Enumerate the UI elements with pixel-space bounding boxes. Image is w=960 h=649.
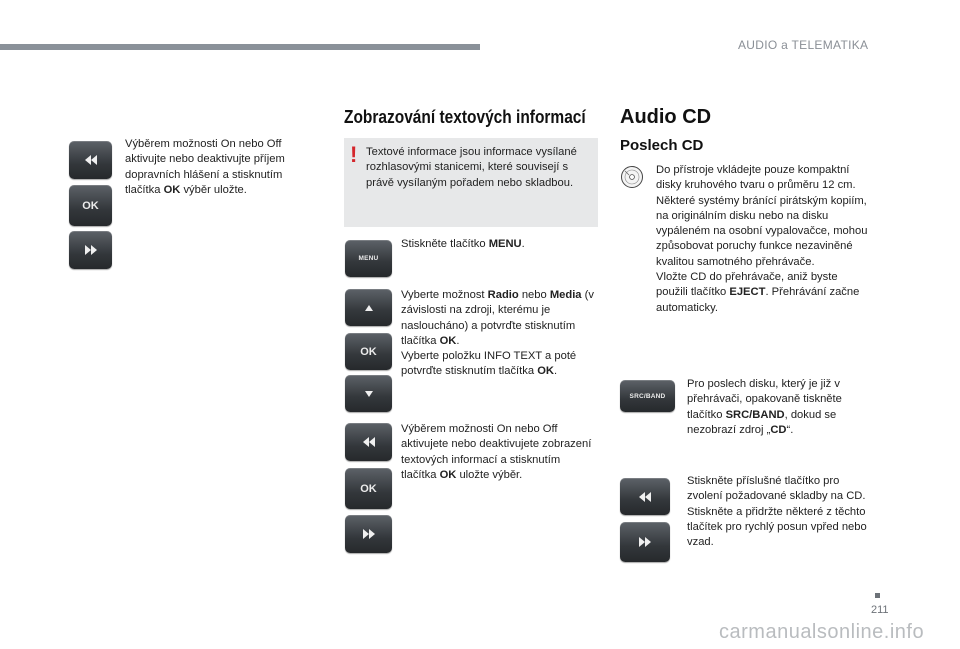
menu-button[interactable] <box>345 240 392 277</box>
warning-text: Textové informace jsou informace vysílané rozhlasovými stanicemi, které souvisejí s právě vysílaným pořadem nebo skladbou. <box>366 146 577 189</box>
source-selection-instruction: Vyberte možnost Radio nebo Media (v závislosti na zdroji, kterému je nasloucháno) a potvrďte stisknutím tlačítka OK. Vyberte položku INFO TEXT a poté potvrďte stisknutím tlačítka OK. <box>401 289 594 378</box>
ok-button-label: OK <box>360 482 377 495</box>
menu-button-label: MENU <box>358 255 379 262</box>
watermark: carmanualsonline.info <box>719 621 925 643</box>
cd-icon <box>620 165 644 189</box>
page-marker <box>875 593 880 598</box>
rewind-icon <box>361 437 377 447</box>
src-band-button[interactable] <box>620 380 675 412</box>
up-button[interactable] <box>345 289 392 326</box>
arrow-down-icon <box>364 390 374 398</box>
next-button[interactable] <box>69 231 112 269</box>
section-title: AUDIO a TELEMATIKA <box>738 38 869 52</box>
text-info-toggle-instruction: Výběrem možnosti On nebo Off aktivujete nebo deaktivujete zobrazení textových informací a stisknutím tlačítka OK uložte výběr. <box>401 423 592 481</box>
cd-listening-subheading: Poslech CD <box>620 137 704 154</box>
fast-forward-icon <box>361 529 377 539</box>
ok-button[interactable] <box>69 185 112 226</box>
previous-button-middle[interactable] <box>345 423 392 461</box>
ok-button-bottom[interactable] <box>345 468 392 509</box>
menu-instruction: Stiskněte tlačítko MENU. <box>401 238 525 250</box>
rewind-icon <box>637 492 653 502</box>
previous-track-button[interactable] <box>620 478 670 515</box>
warning-icon: ! <box>350 142 358 167</box>
previous-button[interactable] <box>69 141 112 179</box>
ok-button-middle[interactable] <box>345 333 392 370</box>
track-selection-instructions: Stiskněte příslušné tlačítko pro zvolení požadované skladby na CD. Stiskněte a přidržte některé z těchto tlačítek pro rychlý posun vpřed nebo vzad. <box>687 475 867 549</box>
ok-button-label: OK <box>82 199 99 212</box>
fast-forward-icon <box>637 537 653 547</box>
next-button-middle[interactable] <box>345 515 392 553</box>
traffic-info-instruction: Výběrem možnosti On nebo Off aktivujte nebo deaktivujte příjem dopravních hlášení a stisknutím tlačítka OK výběr uložte. <box>125 138 285 196</box>
fast-forward-icon <box>83 245 99 255</box>
src-band-button-label: SRC/BAND <box>629 392 666 400</box>
arrow-up-icon <box>364 304 374 312</box>
down-button[interactable] <box>345 375 392 412</box>
audio-cd-heading: Audio CD <box>620 106 712 128</box>
cd-insert-instructions: Do přístroje vkládejte pouze kompaktní disky kruhového tvaru o průměru 12 cm. Některé systémy bránící pirátským kopiím, na originálním disku nebo na disku vypáleném na osobní vypalovačce, mohou způsobovat poruchy funkce nezaviněné kvalitou samotného přehrávače. Vložte CD do přehrávače, aniž byste použili tlačítko EJECT. Přehrávání začne automaticky. <box>656 164 868 314</box>
ok-button-label: OK <box>360 345 377 358</box>
next-track-button[interactable] <box>620 522 670 562</box>
text-info-heading: Zobrazování textových informací <box>344 107 586 127</box>
rewind-icon <box>83 155 99 165</box>
src-band-instruction: Pro poslech disku, který je již v přehrávači, opakovaně tiskněte tlačítko SRC/BAND, dokud se nezobrazí zdroj „CD“. <box>687 378 842 436</box>
header-bar <box>0 44 480 50</box>
warning-box <box>344 138 598 227</box>
page-number: 211 <box>871 604 889 616</box>
